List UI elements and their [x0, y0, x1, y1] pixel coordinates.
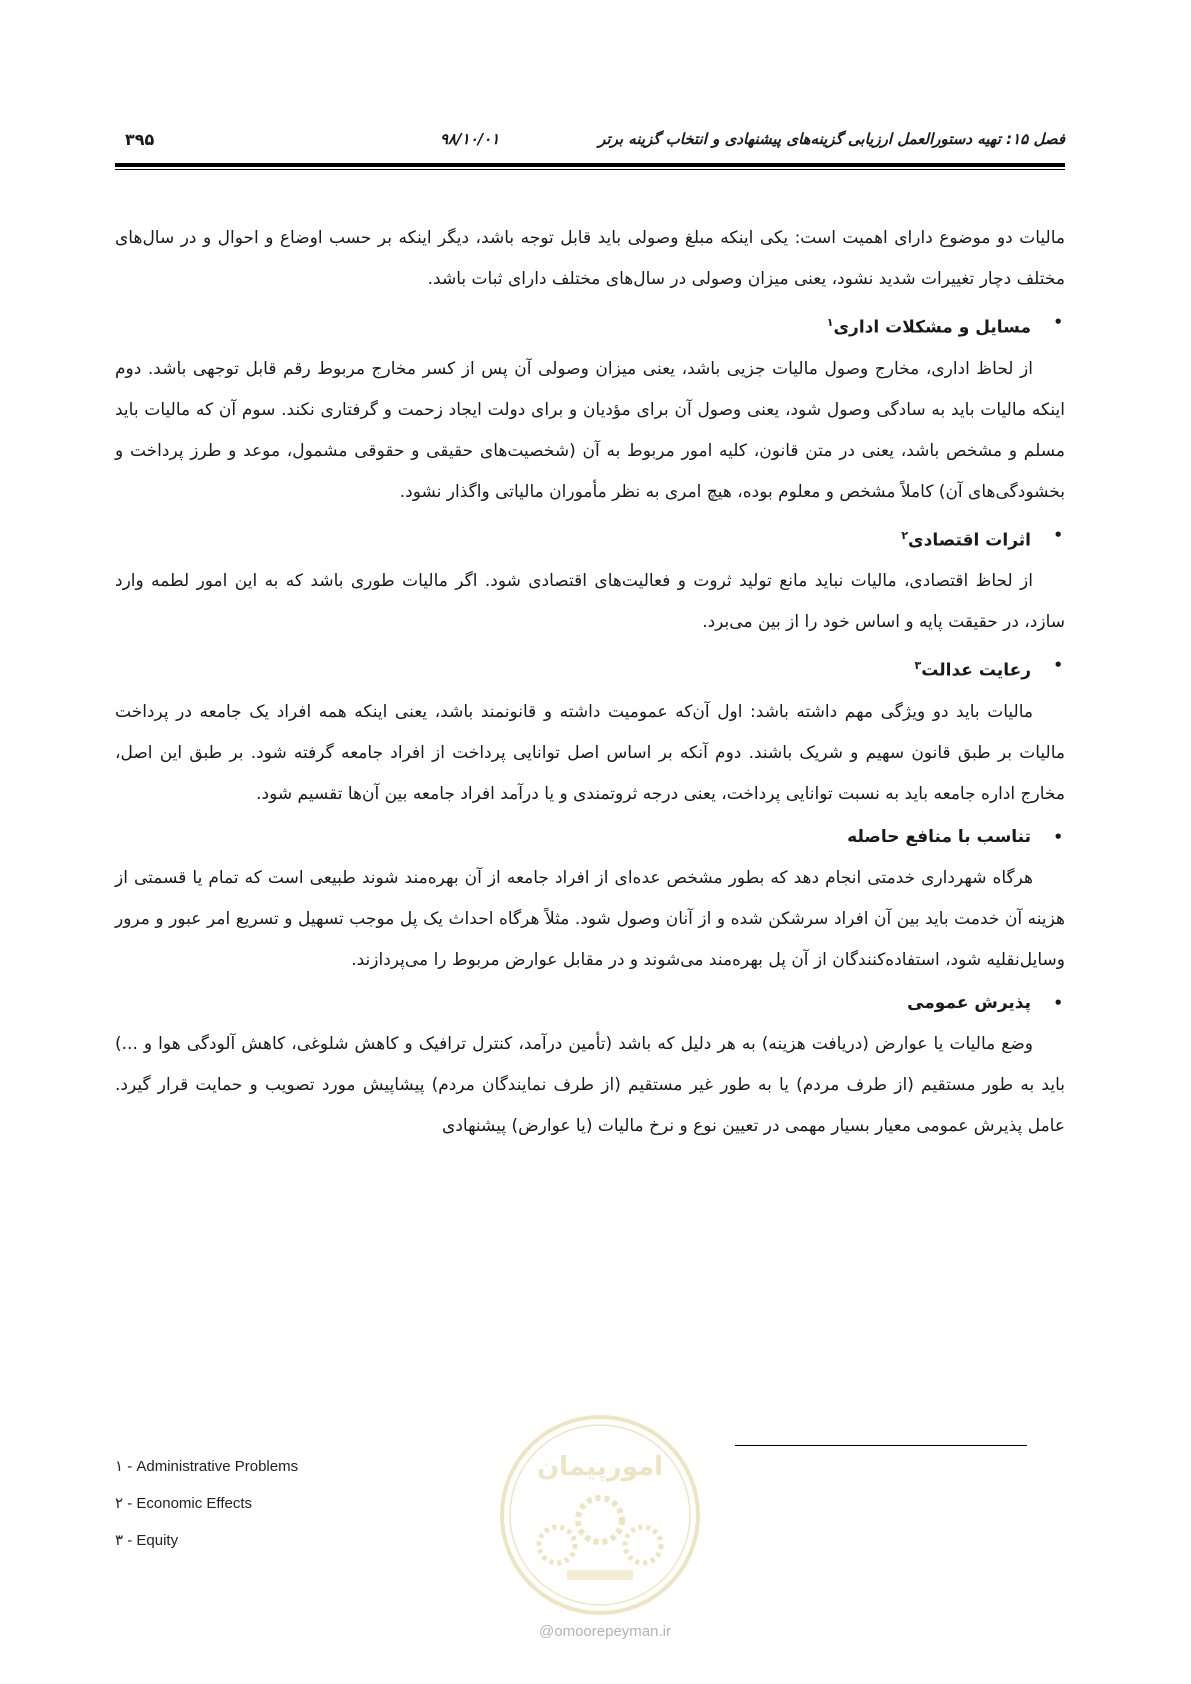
paragraph-benefits: هرگاه شهرداری خدمتی انجام دهد که بطور مشخص عده‌ای از افراد جامعه از آن بهره‌مند شوند طبیعی است که تمام یا قسمتی از هزینه آن خدمت باید بین آن افراد سرشکن شده و از آنان وصول شود. مثلاً هرگاه احداث یک پل موجب تسهیل و تسریع امر عبور و مرور وسایل‌نقلیه شود، استفاده‌کنندگان از آن پل بهره‌مند می‌شوند و در مقابل عوارض مربوط را می‌پردازند.	[115, 867, 1065, 970]
footnote-3: ۳ - Equity	[115, 1532, 179, 1549]
page-header	[115, 128, 1065, 158]
paragraph-acceptance: وضع مالیات یا عوارض (دریافت هزینه) به هر دلیل که باشد (تأمین درآمد، کنترل ترافیک و کاهش شلوغی، کاهش آلودگی هوا و ...) باید به طور مستقیم (از طرف مردم) یا به طور غیر مستقیم (از طرف نمایندگان مردم) پیشاپیش مورد تصویب و حمایت قرار گیرد. عامل پذیرش عمومی معیار بسیار مهمی در تعیین نوع و نرخ مالیات (یا عوارض) پیشنهادی	[115, 1033, 1065, 1136]
heading-text: اثرات اقتصادی	[908, 530, 1031, 551]
bullet-icon: •	[1053, 656, 1063, 675]
section-heading-acceptance	[115, 983, 1065, 1024]
watermark-site: @omoorepeyman.ir	[539, 1623, 671, 1640]
bullet-icon: •	[1053, 993, 1063, 1012]
footnote-1: ۱ - Administrative Problems	[115, 1458, 299, 1475]
section-heading-economic	[115, 515, 1065, 562]
page-body	[115, 218, 1065, 1147]
bullet-icon: •	[1053, 313, 1063, 331]
header-rule-thin	[115, 169, 1065, 170]
watermark-logo-icon	[495, 1410, 705, 1620]
heading-text: پذیرش عمومی	[907, 992, 1031, 1013]
page-number: ۳۹۵	[125, 130, 155, 149]
bullet-icon: •	[1053, 525, 1063, 544]
heading-text: مسایل و مشکلات اداری	[833, 317, 1031, 338]
paragraph-equity: مالیات باید دو ویژگی مهم داشته باشد: اول آن‌که عمومیت داشته و قانونمند باشد، یعنی اینکه همه افراد یک جامعه در پرداخت مالیات بر طبق قانون سهیم و شریک باشند. دوم آنکه بر اساس اصل توانایی پرداخت از افراد جامعه گرفته شود. بر طبق این اصل، مخارج اداره جامعه باید به نسبت توانایی پرداخت، یعنی درجه ثروتمندی و یا درآمد افراد جامعه بین آن‌ها تقسیم شود.	[115, 701, 1065, 804]
footnote-ref: ۳	[914, 659, 922, 673]
footnote-2: ۲ - Economic Effects	[115, 1495, 252, 1512]
section-heading-equity	[115, 645, 1065, 692]
paragraph-administrative: از لحاظ اداری، مخارج وصول مالیات جزیی باشد، یعنی میزان وصولی آن پس از کسر مخارج مربوط رقم قابل توجهی باشد. دوم اینکه مالیات باید به سادگی وصول شود، یعنی وصول آن برای مؤدیان و برای دولت ایجاد زحمت و گرفتاری نکند. سوم آن که مالیات باید مسلم و مشخص باشد، یعنی در متن قانون، کلیه امور مربوط به آن (شخصیت‌های حقیقی و حقوقی مشمول، موعد و طرز پرداخت و بخشودگی‌های آن) کاملاً مشخص و معلوم بوده، هیچ امری به نظر مأموران مالیاتی واگذار نشود.	[115, 358, 1065, 502]
footnotes	[115, 1457, 298, 1568]
section-heading-administrative	[115, 302, 1065, 349]
bullet-icon: •	[1053, 827, 1063, 846]
heading-text: رعایت عدالت	[921, 660, 1031, 681]
chapter-title: فصل ۱۵: تهیه دستورالعمل ارزیابی گزینه‌های پیشنهادی و انتخاب گزینه برتر	[598, 130, 1065, 148]
footnote-rule	[735, 1445, 1027, 1446]
watermark-logo-text: امورپیمان	[536, 1452, 664, 1482]
paragraph-intro: مالیات دو موضوع دارای اهمیت است: یکی اینکه مبلغ وصولی باید قابل توجه باشد، دیگر اینکه بر حسب اوضاع و احوال و در سال‌های مختلف دچار تغییرات شدید نشود، یعنی میزان وصولی در سال‌های مختلف دارای ثبات باشد.	[115, 228, 1065, 289]
paragraph-economic: از لحاظ اقتصادی، مالیات نباید مانع تولید ثروت و فعالیت‌های اقتصادی شود. اگر مالیات طوری باشد که به این امور لطمه وارد سازد، در حقیقت پایه و اساس خود را از بین می‌برد.	[115, 571, 1065, 633]
header-date: ۹۸/۱۰/۰۱	[440, 130, 500, 148]
footnote-ref: ۲	[901, 528, 909, 542]
footnote-ref: ۱	[826, 316, 834, 329]
header-rule-thick	[115, 163, 1065, 167]
heading-text: تناسب با منافع حاصله	[847, 826, 1031, 847]
section-heading-benefits	[115, 817, 1065, 858]
